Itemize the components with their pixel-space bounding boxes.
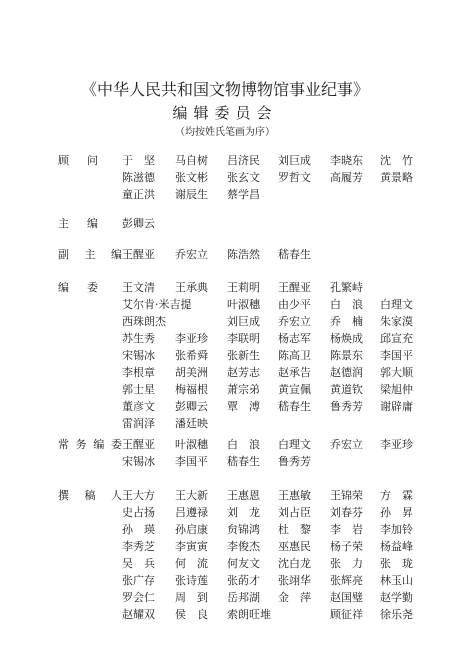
person-name: 赵国璧 — [330, 591, 363, 604]
person-name: 李 岩 — [330, 523, 363, 536]
person-name: 杨子荣 — [330, 540, 363, 553]
person-name: 邱宣充 — [380, 332, 413, 345]
section-role — [58, 215, 98, 232]
person-name: 陈滋德 — [122, 171, 155, 184]
section-role — [58, 487, 122, 504]
person-name: 叶淑穗 — [175, 438, 208, 451]
person-name: 黄景略 — [380, 171, 413, 184]
person-name: 张新生 — [227, 349, 260, 362]
person-name: 张 珑 — [380, 557, 413, 570]
person-name: 李根章 — [122, 366, 155, 379]
section-role — [58, 246, 122, 263]
person-name: 于 坚 — [122, 154, 155, 167]
person-name: 王锦荣 — [330, 489, 363, 502]
person-name: 刘巨成 — [227, 315, 260, 328]
name-row — [122, 381, 422, 398]
role-char: 问 — [87, 154, 98, 167]
person-name: 罗会仁 — [122, 591, 155, 604]
person-name: 周 到 — [175, 591, 208, 604]
person-name: 覃 溥 — [227, 400, 260, 413]
role-char: 编 — [93, 438, 105, 451]
person-name: 张玄文 — [227, 171, 260, 184]
person-name: 苏生秀 — [122, 332, 155, 345]
person-name: 杨益峰 — [380, 540, 413, 553]
role-char: 务 — [75, 438, 87, 451]
person-name: 吴 兵 — [122, 557, 155, 570]
person-name: 乔宏立 — [175, 248, 208, 261]
person-name: 张 力 — [330, 557, 363, 570]
role-char: 稿 — [84, 489, 96, 502]
name-row — [122, 169, 422, 186]
person-name: 李亚珍 — [380, 438, 413, 451]
person-name: 孙 瑛 — [122, 523, 155, 536]
role-char: 主 — [84, 248, 96, 261]
person-name: 雷润泽 — [122, 417, 155, 430]
role-char: 委 — [110, 438, 122, 451]
name-row — [122, 364, 422, 381]
name-row — [122, 538, 422, 555]
name-row — [122, 152, 422, 169]
role-char: 编 — [111, 248, 122, 261]
person-name: 李秀芝 — [122, 540, 155, 553]
person-name: 赵学勤 — [380, 591, 413, 604]
name-row — [122, 572, 422, 589]
person-name: 朱家漠 — [380, 315, 413, 328]
person-name: 鲁秀芳 — [278, 455, 311, 468]
person-name: 王大方 — [122, 489, 155, 502]
person-name: 王大新 — [175, 489, 208, 502]
person-name: 乔宏立 — [278, 315, 311, 328]
person-name: 蔡学昌 — [227, 188, 260, 201]
person-name: 刘 龙 — [227, 506, 260, 519]
person-name: 王惠敏 — [278, 489, 311, 502]
person-name: 方 霖 — [380, 489, 413, 502]
section-role — [58, 436, 122, 453]
person-name: 西珠朗杰 — [122, 315, 166, 328]
person-name: 潘廷映 — [175, 417, 208, 430]
person-name: 顾征祥 — [330, 608, 363, 621]
name-row — [122, 555, 422, 572]
person-name: 孙启康 — [175, 523, 208, 536]
person-name: 孔繁峙 — [330, 281, 363, 294]
person-name: 张诗莲 — [175, 574, 208, 587]
person-name: 张希舜 — [175, 349, 208, 362]
name-row — [122, 296, 422, 313]
person-name: 宋锡冰 — [122, 349, 155, 362]
person-name: 赵耀双 — [122, 608, 155, 621]
committee-heading: 编辑委员会 — [172, 104, 278, 122]
person-name: 杨焕成 — [330, 332, 363, 345]
role-char: 顾 — [58, 154, 69, 167]
person-name: 由少平 — [278, 298, 311, 311]
person-name: 谢辟庸 — [380, 400, 413, 413]
name-row — [122, 215, 422, 232]
person-name: 乔宏立 — [330, 438, 363, 451]
role-char: 人 — [111, 489, 122, 502]
person-name: 赵德润 — [330, 366, 363, 379]
person-name: 张辉亮 — [330, 574, 363, 587]
person-name: 萧宗弟 — [227, 383, 260, 396]
person-name: 刘占臣 — [278, 506, 311, 519]
role-char: 撰 — [58, 489, 69, 502]
name-row — [122, 186, 422, 203]
person-name: 李寅寅 — [175, 540, 208, 553]
name-row — [122, 279, 422, 296]
person-name: 郭大顺 — [380, 366, 413, 379]
name-row — [122, 398, 422, 415]
person-name: 黄宣佩 — [278, 383, 311, 396]
person-name: 郭士星 — [122, 383, 155, 396]
name-row — [122, 589, 422, 606]
name-row — [122, 504, 422, 521]
person-name: 董彦文 — [122, 400, 155, 413]
section-role — [58, 279, 98, 296]
person-name: 王惠恩 — [227, 489, 260, 502]
name-row — [122, 606, 422, 623]
person-name: 童正洪 — [122, 188, 155, 201]
person-name: 张广存 — [122, 574, 155, 587]
role-char: 主 — [58, 217, 69, 230]
ordering-note: （均按姓氏笔画为序） — [175, 127, 275, 138]
name-row — [122, 330, 422, 347]
person-name: 吕济民 — [227, 154, 260, 167]
person-name: 李加铃 — [380, 523, 413, 536]
person-name: 张翊华 — [278, 574, 311, 587]
person-name: 陈高卫 — [278, 349, 311, 362]
name-row — [122, 246, 422, 263]
person-name: 胡美洲 — [175, 366, 208, 379]
role-char: 副 — [58, 248, 69, 261]
person-name: 叶淑穗 — [227, 298, 260, 311]
person-name: 刘春芬 — [330, 506, 363, 519]
person-name: 贠锦鸿 — [227, 523, 260, 536]
person-name: 巫惠民 — [278, 540, 311, 553]
person-name: 马自树 — [175, 154, 208, 167]
person-name: 沈白龙 — [278, 557, 311, 570]
person-name: 梁旭仲 — [380, 383, 413, 396]
person-name: 嵇春生 — [278, 248, 311, 261]
person-name: 金 萍 — [278, 591, 311, 604]
person-name: 李国平 — [175, 455, 208, 468]
name-row — [122, 521, 422, 538]
name-row — [122, 487, 422, 504]
person-name: 李国平 — [380, 349, 413, 362]
person-name: 王莉明 — [227, 281, 260, 294]
person-name: 李联明 — [227, 332, 260, 345]
role-char: 常 — [58, 438, 69, 451]
person-name: 白理文 — [278, 438, 311, 451]
person-name: 索朗旺堆 — [227, 608, 271, 621]
person-name: 徐乐尧 — [380, 608, 413, 621]
name-row — [122, 347, 422, 364]
person-name: 林玉山 — [380, 574, 413, 587]
role-char: 编 — [58, 281, 69, 294]
person-name: 嵇春生 — [227, 455, 260, 468]
name-row — [122, 415, 422, 432]
person-name: 彭卿云 — [122, 217, 155, 230]
person-name: 赵承告 — [278, 366, 311, 379]
person-name: 陈浩然 — [227, 248, 260, 261]
person-name: 李晓东 — [330, 154, 363, 167]
person-name: 赵芳志 — [227, 366, 260, 379]
book-title: 《中华人民共和国文物博物馆事业纪事》 — [80, 80, 369, 99]
person-name: 李亚珍 — [175, 332, 208, 345]
person-name: 李俊杰 — [227, 540, 260, 553]
section-role — [58, 152, 98, 169]
person-name: 杜 黎 — [278, 523, 311, 536]
person-name: 王承典 — [175, 281, 208, 294]
person-name: 史占扬 — [122, 506, 155, 519]
person-name: 何 流 — [175, 557, 208, 570]
person-name: 孙 昇 — [380, 506, 413, 519]
person-name: 乔 楠 — [330, 315, 363, 328]
person-name: 陈景东 — [330, 349, 363, 362]
person-name: 张文彬 — [175, 171, 208, 184]
person-name: 谢辰生 — [175, 188, 208, 201]
role-char: 编 — [87, 217, 98, 230]
person-name: 彭卿云 — [175, 400, 208, 413]
person-name: 何友文 — [227, 557, 260, 570]
name-row — [122, 313, 422, 330]
person-name: 黄道钦 — [330, 383, 363, 396]
name-row — [122, 453, 422, 470]
person-name: 白 浪 — [227, 438, 260, 451]
person-name: 张菂才 — [227, 574, 260, 587]
person-name: 杨志军 — [278, 332, 311, 345]
person-name: 宋锡冰 — [122, 455, 155, 468]
person-name: 吕遵禄 — [175, 506, 208, 519]
person-name: 王醒亚 — [122, 248, 155, 261]
person-name: 白理文 — [380, 298, 413, 311]
person-name: 白 浪 — [330, 298, 363, 311]
person-name: 罗哲文 — [278, 171, 311, 184]
person-name: 鲁秀芳 — [330, 400, 363, 413]
person-name: 艾尔肯·米吉提 — [122, 298, 192, 311]
role-char: 委 — [87, 281, 98, 294]
person-name: 沈 竹 — [380, 154, 413, 167]
person-name: 王醒亚 — [122, 438, 155, 451]
name-row — [122, 436, 422, 453]
person-name: 梅福根 — [175, 383, 208, 396]
person-name: 王醒亚 — [278, 281, 311, 294]
person-name: 岳邦湖 — [227, 591, 260, 604]
person-name: 高履芳 — [330, 171, 363, 184]
person-name: 嵇春生 — [278, 400, 311, 413]
person-name: 侯 良 — [175, 608, 208, 621]
person-name: 王文清 — [122, 281, 155, 294]
person-name: 刘巨成 — [278, 154, 311, 167]
